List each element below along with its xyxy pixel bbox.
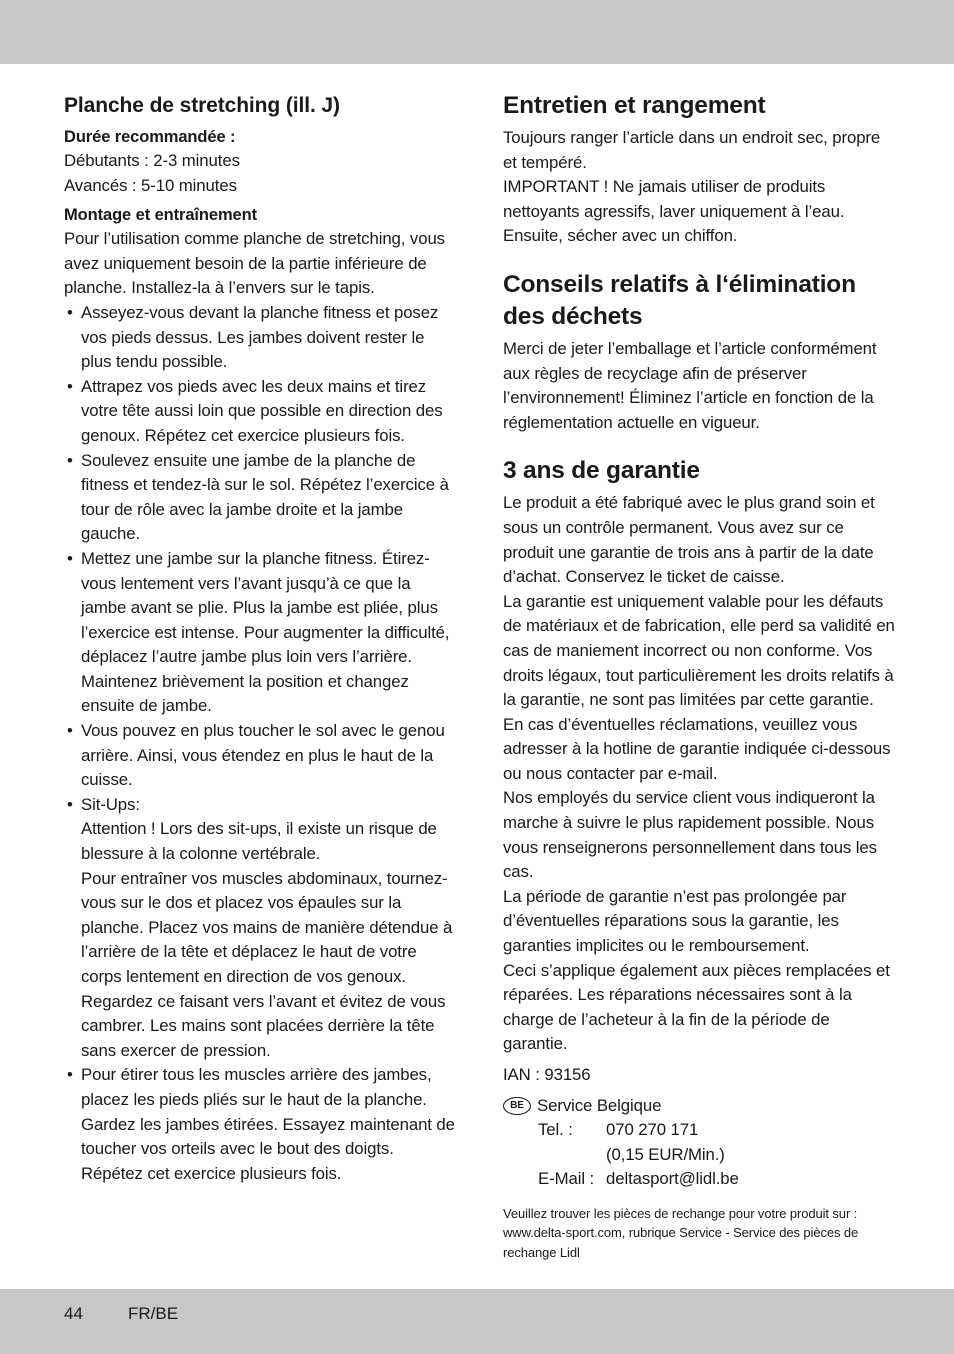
disposal-heading: Conseils relatifs à l‘élimination des déchets — [503, 270, 856, 330]
assembly-heading: Montage et entraînement — [64, 206, 257, 225]
list-item: • Attrapez vos pieds avec les deux mains et tirez votre tête aussi loin que possible en direction des genoux. Répétez cet exercice plusieurs fois. — [64, 375, 456, 449]
situps-label: • Sit-Ups: — [81, 794, 140, 814]
tel-label: Tel. : — [538, 1120, 573, 1140]
list-item: • Asseyez-vous devant la planche fitness et posez vos pieds dessus. Les jambes doivent rester le plus tendu possible. — [64, 301, 456, 375]
beginners-duration: Débutants : 2-3 minutes — [64, 151, 240, 170]
service-contact — [503, 1094, 895, 1192]
warranty-paragraph: Nos employés du service client vous indiqueront la marche à suivre le plus rapidement possible. Nous vous renseignerons personnellement dans tous les cas. — [503, 788, 877, 882]
ian-number: IAN : 93156 — [503, 1065, 591, 1084]
maintenance-warning: IMPORTANT ! Ne jamais utiliser de produits nettoyants agressifs, laver uniquement à l’eau. Ensuite, sécher avec un chiffon. — [503, 177, 845, 246]
list-item-situps — [64, 793, 456, 1064]
left-column — [64, 90, 456, 1186]
warranty-paragraph: La garantie est uniquement valable pour les défauts de matériaux et de fabrication, elle perd sa validité en cas de maniement incorrect ou non conforme. Vos droits légaux, tout particulièrement les droits relatifs à la garantie, ne sont pas limitées par cette garantie. — [503, 591, 895, 710]
stretching-board-heading: Planche de stretching (ill. J) — [64, 94, 340, 117]
exercise-list — [64, 301, 456, 1186]
tel-value[interactable]: 070 270 171 — [606, 1120, 699, 1140]
warranty-paragraph: Ceci s’applique également aux pièces remplacées et réparées. Les réparations nécessaires sont à la charge de l’acheteur à la fin de la période de garantie. — [503, 960, 890, 1054]
list-item: • Vous pouvez en plus toucher le sol avec le genou arrière. Ainsi, vous étendez en plus le haut de la cuisse. — [64, 719, 456, 793]
service-label: Service Belgique — [537, 1095, 662, 1115]
language-code: FR/BE — [128, 1304, 179, 1323]
advanced-duration: Avancés : 5-10 minutes — [64, 175, 237, 195]
duration-heading: Durée recommandée : — [64, 128, 236, 146]
belgium-badge-icon: BE — [503, 1097, 531, 1115]
email-label: E-Mail : — [538, 1169, 595, 1189]
email-value[interactable]: deltasport@lidl.be — [606, 1169, 739, 1189]
list-item: • Soulevez ensuite une jambe de la planche de fitness et tendez-là sur le sol. Répétez l’exercice à tour de rôle avec la jambe droite et la jambe gauche. — [64, 449, 456, 547]
spare-parts-note: Veuillez trouver les pièces de rechange pour votre produit sur : www.delta-sport.com, rubrique Service - Service des pièces de rechange Lidl — [503, 1205, 859, 1260]
maintenance-text: Toujours ranger l’article dans un endroit sec, propre et tempéré. — [503, 128, 881, 172]
list-item: • Pour étirer tous les muscles arrière des jambes, placez les pieds pliés sur le haut de la planche. Gardez les jambes étirées. Essayez maintenant de toucher vos orteils avec le bout des doigts. Répétez cet exercice plusieurs fois. — [64, 1063, 456, 1186]
page-number: 44 — [64, 1304, 83, 1323]
situps-warning: Attention ! Lors des sit-ups, il existe un risque de blessure à la colonne vertébrale. — [81, 819, 437, 864]
stretching-intro: Pour l’utilisation comme planche de stretching, vous avez uniquement besoin de la partie inférieure de planche. Installez-la à l’envers sur le tapis. — [64, 229, 445, 298]
warranty-paragraph: Le produit a été fabriqué avec le plus grand soin et sous un contrôle permanent. Vous avez sur ce produit une garantie de trois ans à partir de la date d’achat. Conservez le ticket de caisse. — [503, 493, 875, 587]
warranty-paragraph: La période de garantie n’est pas prolongée par d’éventuelles réparations sous la garantie, les garanties implicites ou le remboursement. — [503, 886, 847, 956]
maintenance-heading: Entretien et rangement — [503, 92, 766, 119]
header-bar — [0, 0, 954, 64]
warranty-heading: 3 ans de garantie — [503, 457, 700, 485]
tel-rate: (0,15 EUR/Min.) — [606, 1144, 725, 1164]
warranty-paragraph: En cas d’éventuelles réclamations, veuillez vous adresser à la hotline de garantie indiquée ci-dessous ou nous contacter par e-mail. — [503, 714, 891, 783]
right-column — [503, 90, 895, 1262]
situps-instructions: Pour entraîner vos muscles abdominaux, tournez-vous sur le dos et placez vos épaules sur la planche. Placez vos mains de manière détendue à l’arrière de la tête et déplacez le haut de votre corps lentement en direction de vos genoux. Regardez ce faisant vers l’avant et évitez de vous cambrer. Les mains sont placées derrière la tête sans exercer de pression. — [81, 868, 453, 1060]
list-item: • Mettez une jambe sur la planche fitness. Étirez-vous lentement vers l’avant jusqu’à ce que la jambe avant se plie. Plus la jambe est pliée, plus l’exercice est intense. Pour augmenter la difficulté, déplacez l’autre jambe plus loin vers l’arrière. Maintenez brièvement la position et changez ensuite de jambe. — [64, 547, 456, 719]
disposal-text: Merci de jeter l’emballage et l’article conformément aux règles de recyclage afin de préserver l’environnement! Éliminez l’article en fonction de la réglementation actuelle en vigueur. — [503, 338, 877, 432]
